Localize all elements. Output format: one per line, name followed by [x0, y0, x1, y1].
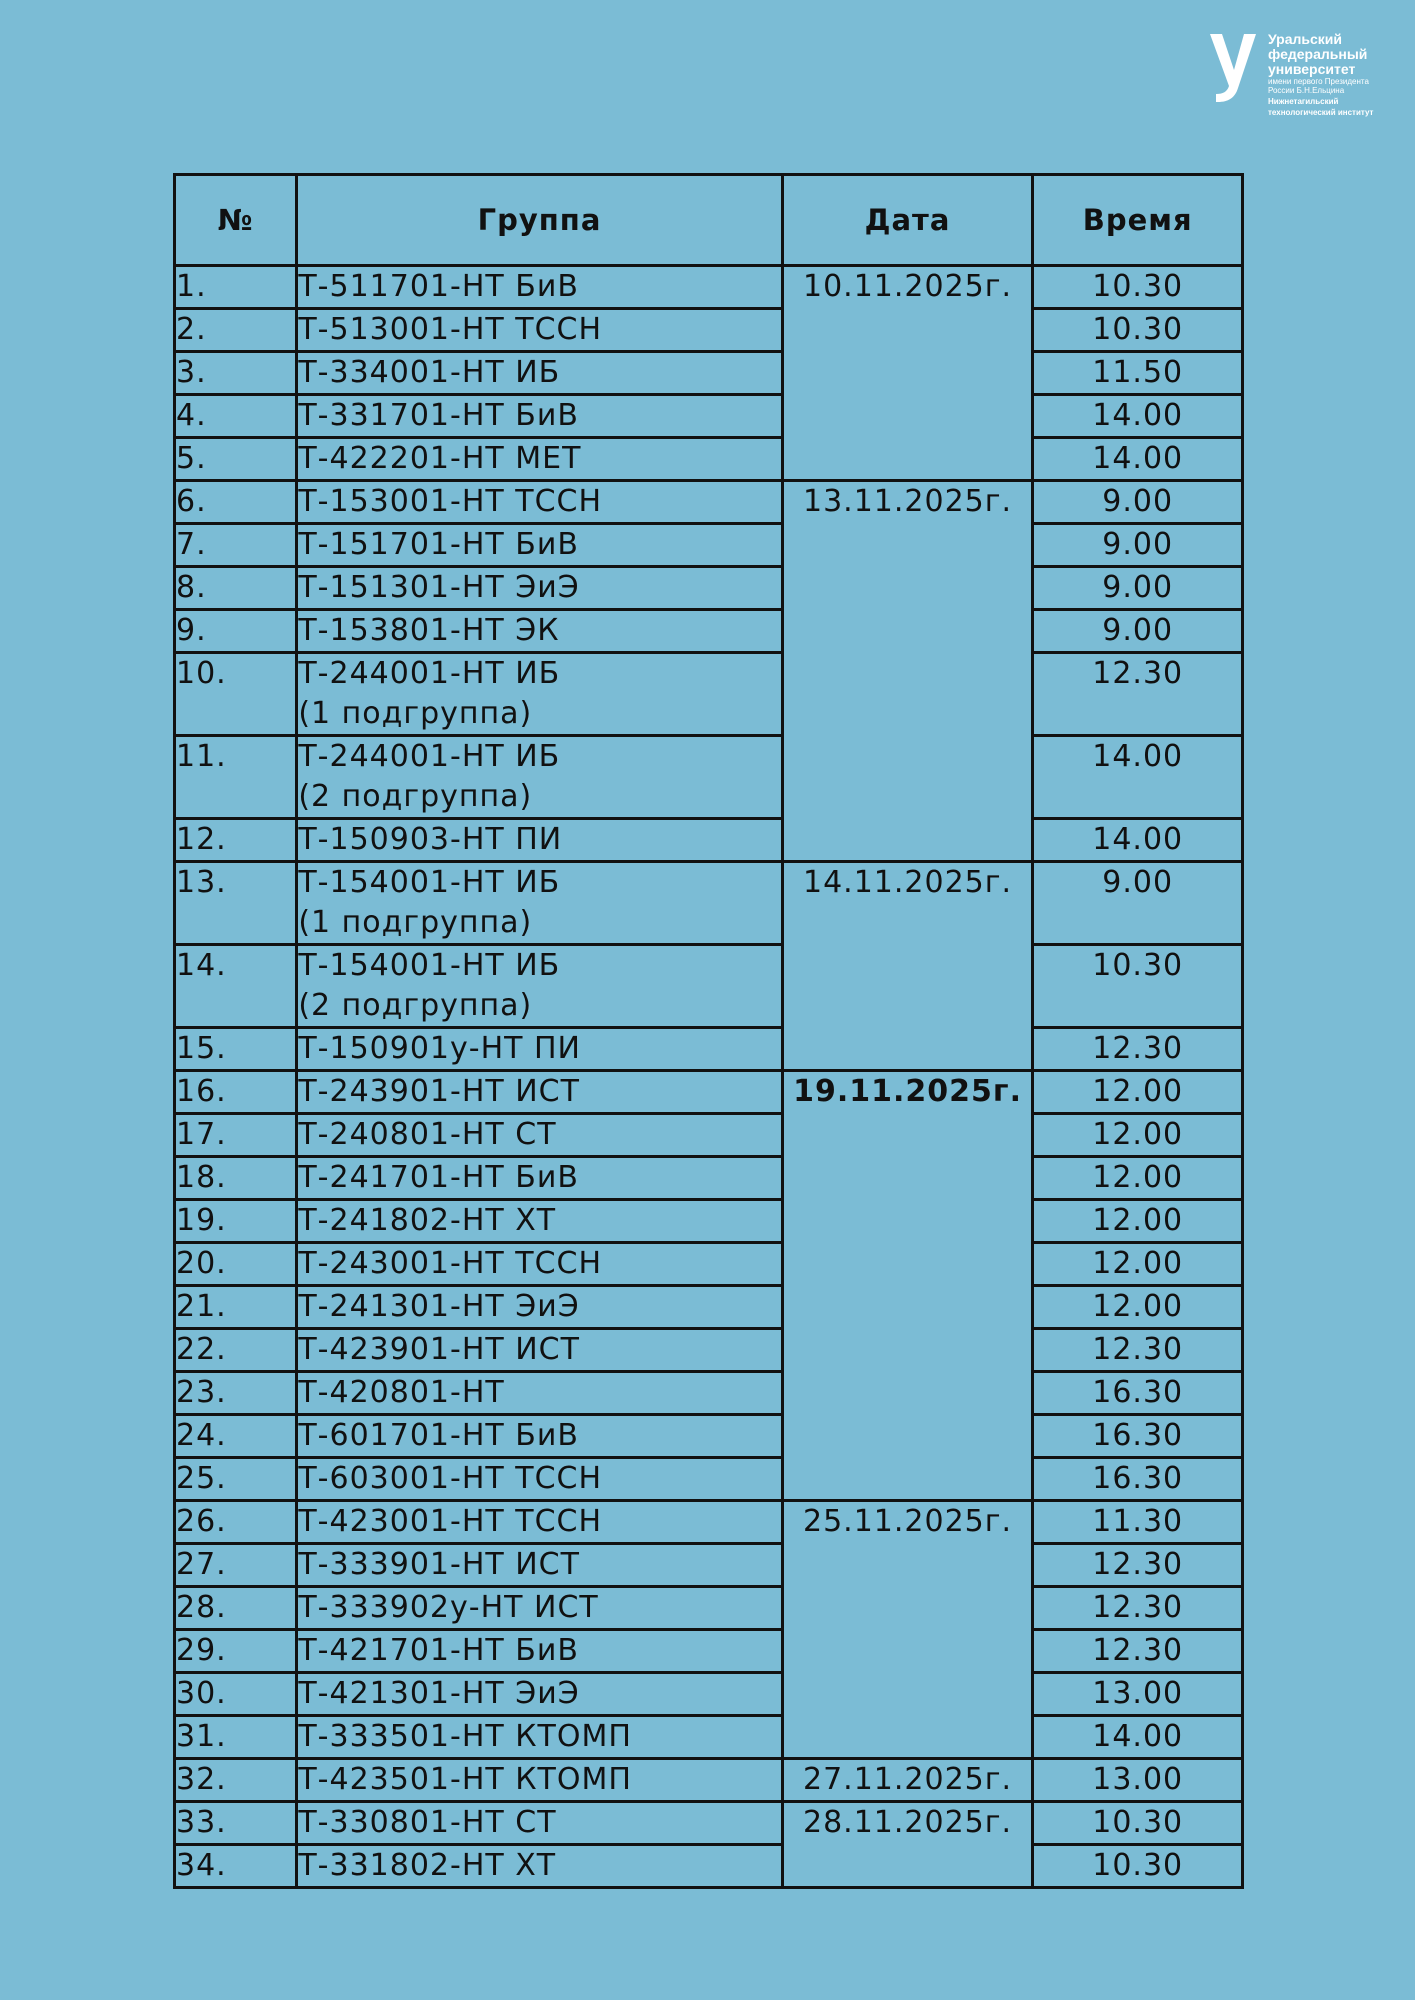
row-group: Т-420801-НТ [297, 1372, 782, 1415]
header-time: Время [1033, 175, 1243, 266]
table-row [175, 1200, 1243, 1243]
row-num: 31. [175, 1716, 297, 1759]
table-row [175, 438, 1243, 481]
row-num: 33. [175, 1802, 297, 1845]
row-group [297, 862, 782, 945]
group-name: Т-244001-НТ ИБ [298, 656, 561, 691]
table-row [175, 1802, 1243, 1845]
row-time: 10.30 [1033, 1802, 1243, 1845]
row-time: 12.30 [1033, 1329, 1243, 1372]
row-group: Т-603001-НТ ТССН [297, 1458, 782, 1501]
row-date: 25.11.2025г. [782, 1501, 1033, 1759]
row-group: Т-423001-НТ ТССН [297, 1501, 782, 1544]
table-row [175, 1458, 1243, 1501]
row-num: 20. [175, 1243, 297, 1286]
row-num: 13. [175, 862, 297, 945]
logo-line: Уральский [1268, 31, 1343, 47]
row-time: 10.30 [1033, 945, 1243, 1028]
row-group: Т-151301-НТ ЭиЭ [297, 567, 782, 610]
row-group: Т-331802-НТ ХТ [297, 1845, 782, 1888]
row-date: 28.11.2025г. [782, 1802, 1033, 1888]
row-num: 18. [175, 1157, 297, 1200]
row-group: Т-240801-НТ СТ [297, 1114, 782, 1157]
row-time: 12.00 [1033, 1071, 1243, 1114]
row-group: Т-423901-НТ ИСТ [297, 1329, 782, 1372]
row-group: Т-150903-НТ ПИ [297, 819, 782, 862]
group-name: Т-154001-НТ ИБ [298, 865, 561, 900]
row-time: 14.00 [1033, 819, 1243, 862]
row-group [297, 653, 782, 736]
row-date: 27.11.2025г. [782, 1759, 1033, 1802]
row-num: 29. [175, 1630, 297, 1673]
row-num: 23. [175, 1372, 297, 1415]
row-date: 19.11.2025г. [782, 1071, 1033, 1501]
row-time: 12.00 [1033, 1157, 1243, 1200]
table-row [175, 1759, 1243, 1802]
table-row [175, 1716, 1243, 1759]
table-row [175, 1157, 1243, 1200]
table-row [175, 1501, 1243, 1544]
row-num: 26. [175, 1501, 297, 1544]
table-row [175, 1114, 1243, 1157]
row-time: 16.30 [1033, 1415, 1243, 1458]
row-num: 10. [175, 653, 297, 736]
table-row [175, 352, 1243, 395]
subgroup-label: (1 подгруппа) [298, 905, 533, 940]
row-time: 10.30 [1033, 1845, 1243, 1888]
row-time: 13.00 [1033, 1759, 1243, 1802]
row-group: Т-334001-НТ ИБ [297, 352, 782, 395]
table-row [175, 653, 1243, 736]
row-time: 11.30 [1033, 1501, 1243, 1544]
row-group: Т-243001-НТ ТССН [297, 1243, 782, 1286]
row-group: Т-423501-НТ КТОМП [297, 1759, 782, 1802]
row-num: 21. [175, 1286, 297, 1329]
table-row [175, 1028, 1243, 1071]
row-num: 9. [175, 610, 297, 653]
table-row [175, 524, 1243, 567]
subgroup-label: (2 подгруппа) [298, 779, 533, 814]
row-num: 16. [175, 1071, 297, 1114]
row-time: 9.00 [1033, 610, 1243, 653]
row-time: 10.30 [1033, 309, 1243, 352]
row-num: 22. [175, 1329, 297, 1372]
row-time: 12.00 [1033, 1286, 1243, 1329]
row-num: 11. [175, 736, 297, 819]
table-row [175, 610, 1243, 653]
logo-text [1268, 32, 1398, 117]
row-group: Т-421701-НТ БиВ [297, 1630, 782, 1673]
subgroup-label: (1 подгруппа) [298, 696, 533, 731]
header-date: Дата [782, 175, 1033, 266]
group-name: Т-154001-НТ ИБ [298, 948, 561, 983]
table-header-row [175, 175, 1243, 266]
table-row [175, 736, 1243, 819]
row-group: Т-241301-НТ ЭиЭ [297, 1286, 782, 1329]
row-num: 28. [175, 1587, 297, 1630]
row-time: 16.30 [1033, 1372, 1243, 1415]
table-row [175, 945, 1243, 1028]
table-row [175, 1845, 1243, 1888]
row-time: 9.00 [1033, 481, 1243, 524]
row-num: 6. [175, 481, 297, 524]
row-num: 12. [175, 819, 297, 862]
row-num: 7. [175, 524, 297, 567]
row-group: Т-241802-НТ ХТ [297, 1200, 782, 1243]
row-time: 12.30 [1033, 1587, 1243, 1630]
table-body [175, 266, 1243, 1888]
table-row [175, 1673, 1243, 1716]
table-row [175, 819, 1243, 862]
table-row [175, 1630, 1243, 1673]
row-time: 14.00 [1033, 438, 1243, 481]
row-time: 14.00 [1033, 736, 1243, 819]
row-time: 12.30 [1033, 1028, 1243, 1071]
row-time: 14.00 [1033, 395, 1243, 438]
row-num: 17. [175, 1114, 297, 1157]
row-num: 19. [175, 1200, 297, 1243]
table-row [175, 567, 1243, 610]
row-time: 12.00 [1033, 1243, 1243, 1286]
table-row [175, 266, 1243, 309]
logo-line: федеральный [1268, 46, 1368, 62]
row-num: 4. [175, 395, 297, 438]
table-row [175, 1286, 1243, 1329]
table-row [175, 1071, 1243, 1114]
subgroup-label: (2 подгруппа) [298, 988, 533, 1023]
row-num: 14. [175, 945, 297, 1028]
header-num: № [175, 175, 297, 266]
schedule-table [173, 173, 1244, 1889]
row-num: 2. [175, 309, 297, 352]
header-group: Группа [297, 175, 782, 266]
row-group: Т-331701-НТ БиВ [297, 395, 782, 438]
row-num: 8. [175, 567, 297, 610]
table-row [175, 1329, 1243, 1372]
table-row [175, 1372, 1243, 1415]
row-time: 12.30 [1033, 1630, 1243, 1673]
row-time: 12.30 [1033, 653, 1243, 736]
table-row [175, 395, 1243, 438]
table-row [175, 1544, 1243, 1587]
row-group: Т-333901-НТ ИСТ [297, 1544, 782, 1587]
row-time: 10.30 [1033, 266, 1243, 309]
table-row [175, 1587, 1243, 1630]
table-row [175, 862, 1243, 945]
row-num: 34. [175, 1845, 297, 1888]
logo-institute: технологический институт [1268, 108, 1374, 117]
row-group: Т-511701-НТ БиВ [297, 266, 782, 309]
row-date: 14.11.2025г. [782, 862, 1033, 1071]
row-date: 13.11.2025г. [782, 481, 1033, 862]
row-time: 9.00 [1033, 567, 1243, 610]
university-logo [1208, 30, 1388, 130]
logo-institute: Нижнетагильский [1268, 97, 1339, 106]
row-num: 15. [175, 1028, 297, 1071]
row-group: Т-153801-НТ ЭК [297, 610, 782, 653]
row-time: 16.30 [1033, 1458, 1243, 1501]
row-group: Т-330801-НТ СТ [297, 1802, 782, 1845]
logo-subline: России Б.Н.Ельцина [1268, 86, 1345, 95]
logo-subline: имени первого Президента [1268, 77, 1369, 86]
row-group: Т-333501-НТ КТОМП [297, 1716, 782, 1759]
row-num: 5. [175, 438, 297, 481]
row-group: Т-150901у-НТ ПИ [297, 1028, 782, 1071]
row-time: 12.00 [1033, 1114, 1243, 1157]
table-row [175, 309, 1243, 352]
row-group [297, 736, 782, 819]
row-group: Т-513001-НТ ТССН [297, 309, 782, 352]
row-group: Т-333902у-НТ ИСТ [297, 1587, 782, 1630]
row-group: Т-243901-НТ ИСТ [297, 1071, 782, 1114]
table-row [175, 481, 1243, 524]
row-group: Т-241701-НТ БиВ [297, 1157, 782, 1200]
row-time: 9.00 [1033, 524, 1243, 567]
row-group: Т-421301-НТ ЭиЭ [297, 1673, 782, 1716]
row-num: 30. [175, 1673, 297, 1716]
row-num: 3. [175, 352, 297, 395]
row-num: 32. [175, 1759, 297, 1802]
row-time: 13.00 [1033, 1673, 1243, 1716]
table-row [175, 1415, 1243, 1458]
table-row [175, 1243, 1243, 1286]
row-time: 14.00 [1033, 1716, 1243, 1759]
row-date: 10.11.2025г. [782, 266, 1033, 481]
row-time: 12.00 [1033, 1200, 1243, 1243]
row-num: 25. [175, 1458, 297, 1501]
logo-line: университет [1268, 61, 1356, 77]
row-time: 11.50 [1033, 352, 1243, 395]
row-group: Т-153001-НТ ТССН [297, 481, 782, 524]
row-time: 9.00 [1033, 862, 1243, 945]
row-time: 12.30 [1033, 1544, 1243, 1587]
row-group [297, 945, 782, 1028]
urfu-u-logo-icon [1208, 30, 1260, 106]
row-num: 1. [175, 266, 297, 309]
row-group: Т-151701-НТ БиВ [297, 524, 782, 567]
row-num: 27. [175, 1544, 297, 1587]
row-group: Т-601701-НТ БиВ [297, 1415, 782, 1458]
row-num: 24. [175, 1415, 297, 1458]
row-group: Т-422201-НТ МЕТ [297, 438, 782, 481]
group-name: Т-244001-НТ ИБ [298, 739, 561, 774]
